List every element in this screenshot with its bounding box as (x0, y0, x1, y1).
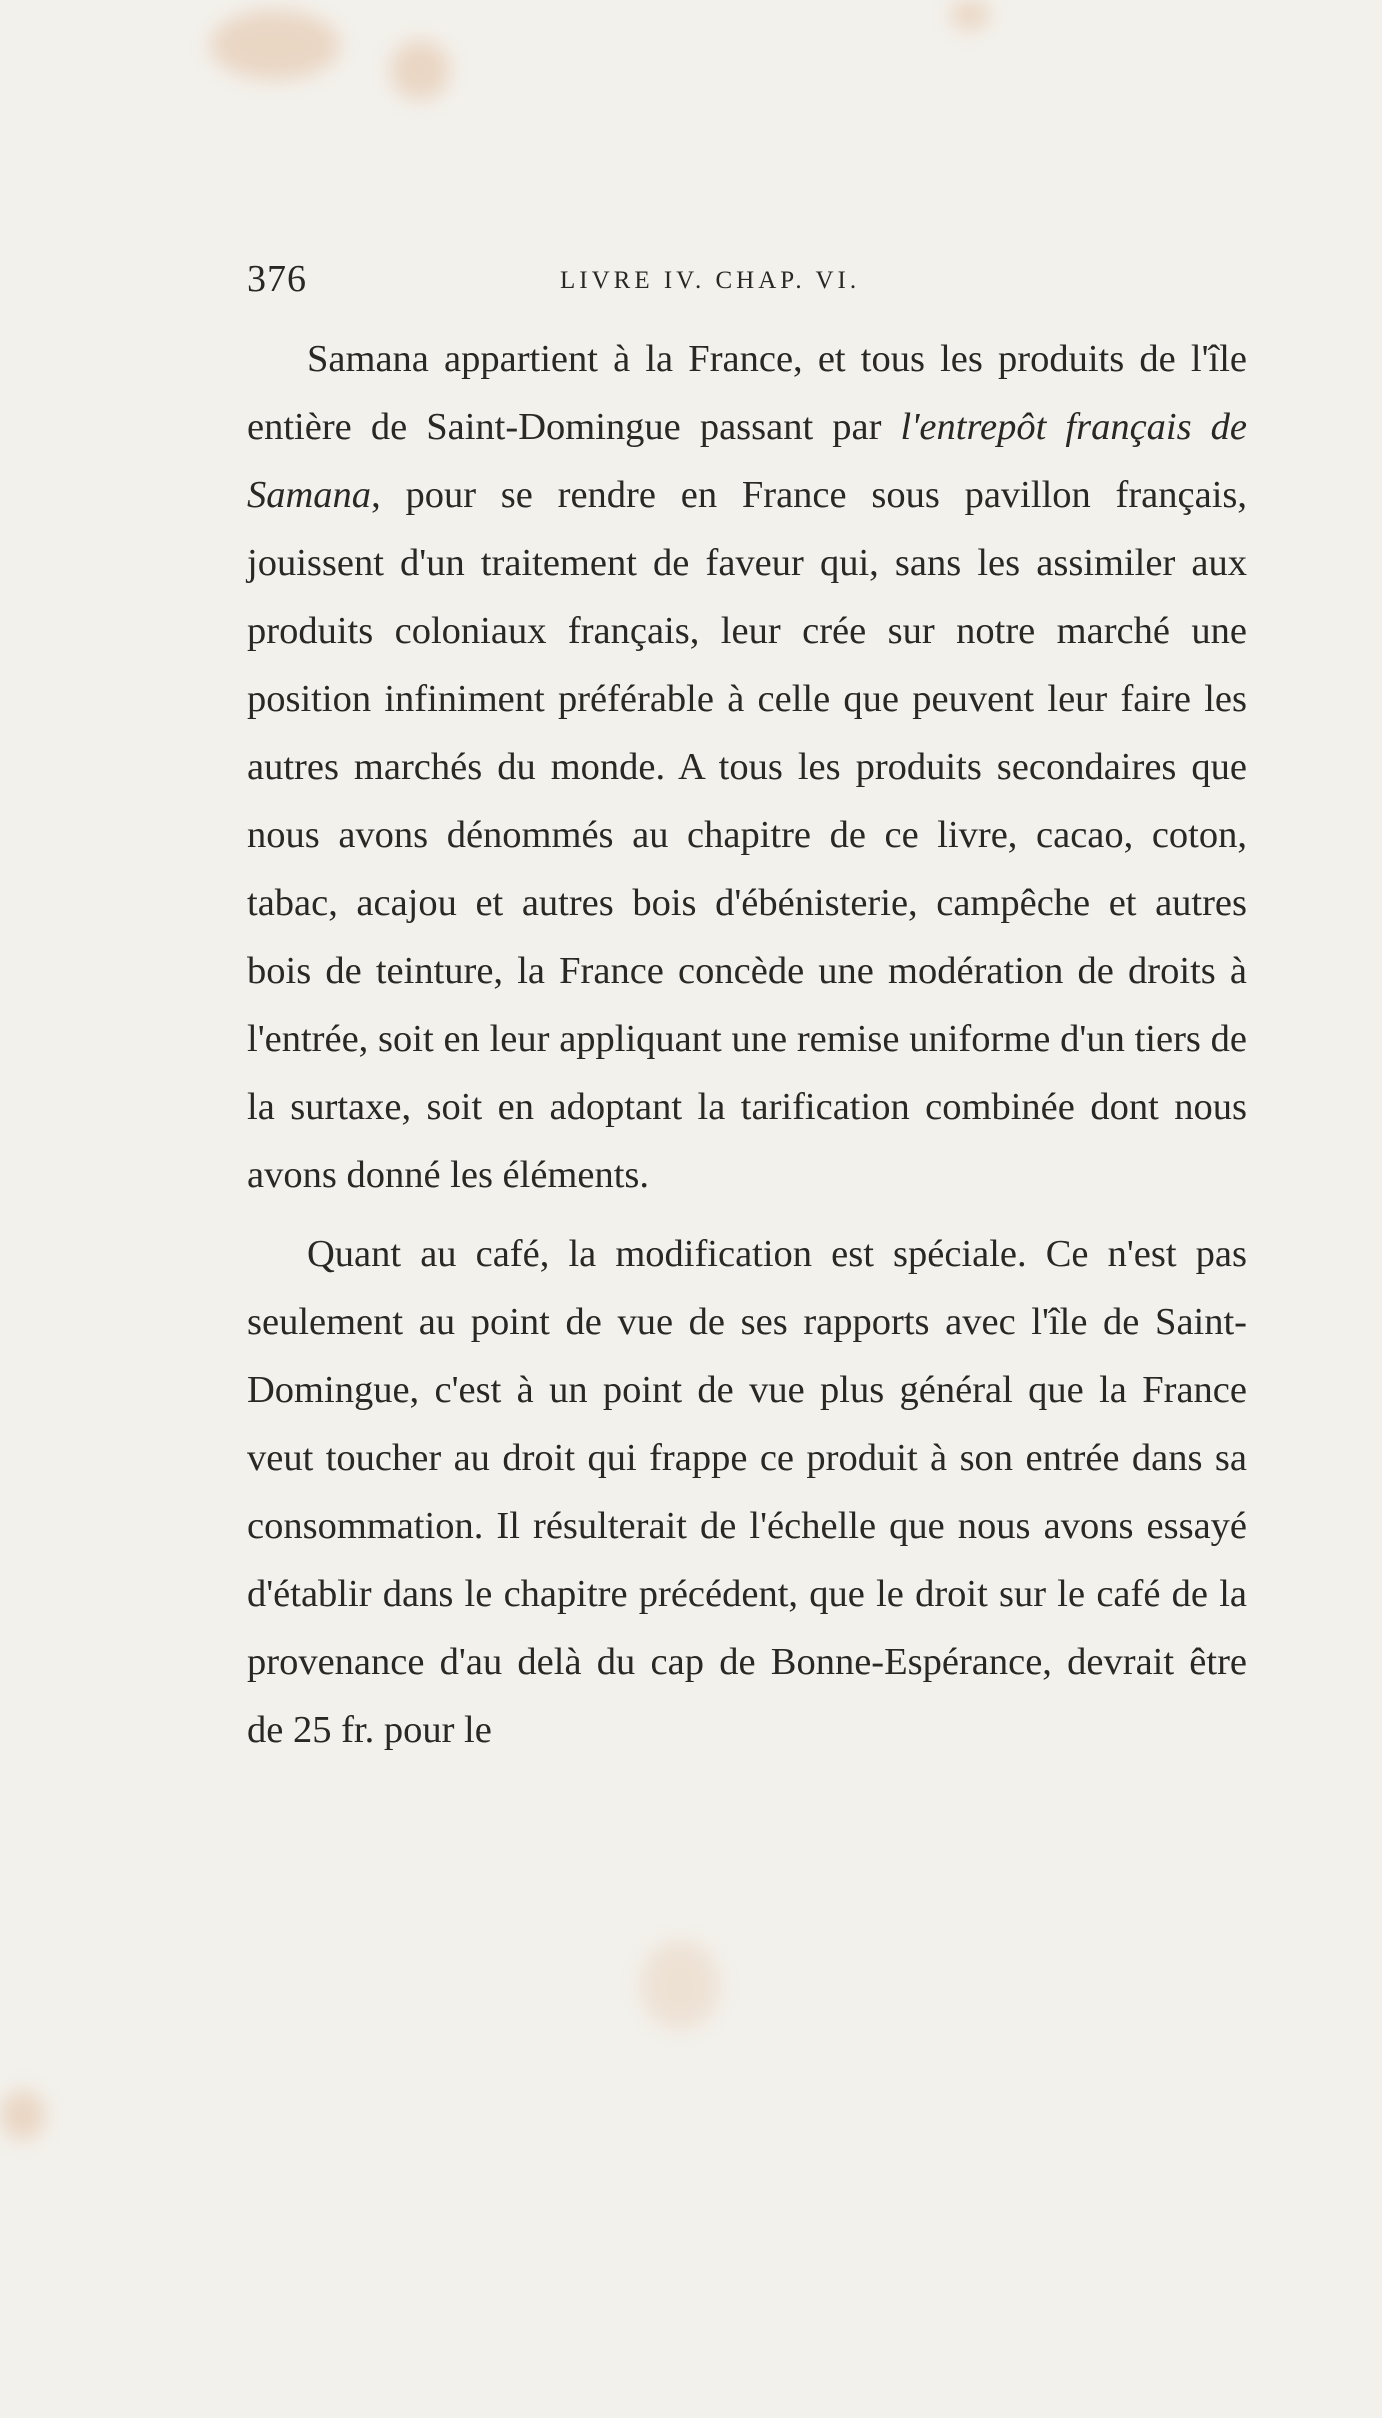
paper-stain (210, 10, 340, 80)
paragraph-1 (247, 325, 1247, 1209)
page-number: 376 (247, 258, 307, 300)
page-header (247, 257, 1237, 300)
paragraph-1-italic: l'entrepôt français de Samana (247, 406, 1248, 516)
running-head: LIVRE IV. CHAP. VI. (560, 267, 861, 294)
paper-stain (950, 0, 990, 30)
paper-stain (390, 40, 450, 100)
paragraph-1-text-end: , pour se rendre en France sous pavillon français, jouissent d'un traitement de faveur qui, sans les assimiler aux produits coloniaux français, leur crée sur notre marché une position infiniment préférable à celle que peuvent leur faire les autres marchés du monde. A tous les produits secondaires que nous avons dénommés au chapitre de ce livre, cacao, coton, tabac, acajou et autres bois d'ébénisterie, campêche et autres bois de teinture, la France concède une modération de droits à l'entrée, soit en leur appliquant une remise uniforme d'un tiers de la surtaxe, soit en adoptant la tarification combinée dont nous avons donné les éléments. (247, 474, 1247, 1196)
paper-stain (0, 2090, 45, 2140)
paper-stain (640, 1940, 720, 2030)
paragraph-1-text-start: Samana appartient à la France, et tous les produits de l'île entière de Saint-Domingue passant par (247, 338, 1247, 448)
paragraph-2: Quant au café, la modification est spéciale. Ce n'est pas seulement au point de vue de ses rapports avec l'île de Saint-Domingue, c'est à un point de vue plus général que la France veut toucher au droit qui frappe ce produit à son entrée dans sa consommation. Il résulterait de l'échelle que nous avons essayé d'établir dans le chapitre précédent, que le droit sur le café de la provenance d'au delà du cap de Bonne-Espérance, devrait être de 25 fr. pour le (247, 1233, 1247, 1751)
body-text (247, 325, 1247, 1764)
